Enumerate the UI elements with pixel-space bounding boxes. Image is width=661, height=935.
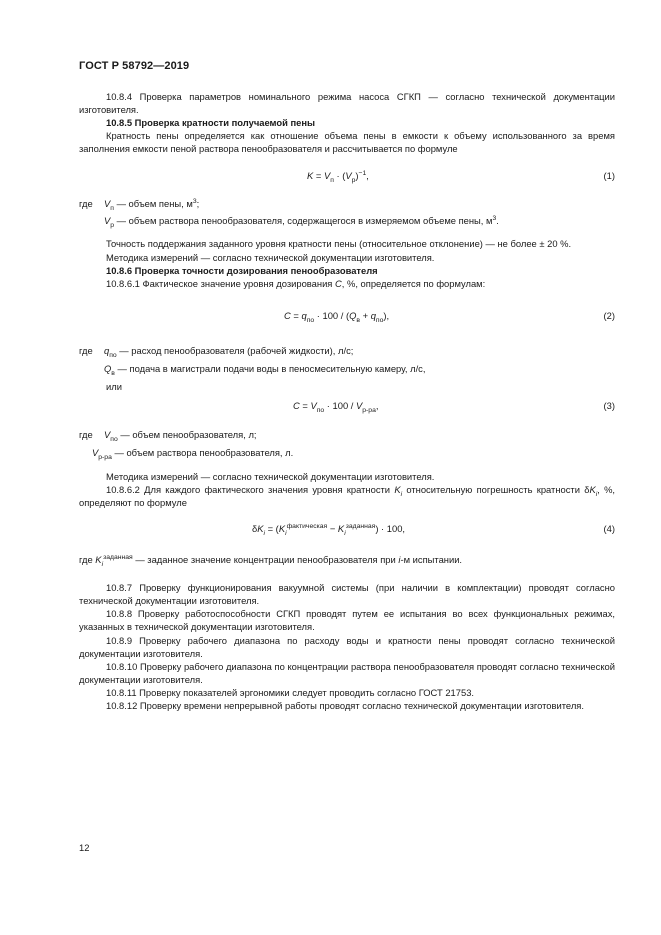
- formula-1-expr: $K = V_п \cdot (V_р)^{-1}$,: [307, 170, 369, 185]
- para-accuracy: Точность поддержания заданного уровня кратности пены (относительное отклонение) — не более ± 20 %.: [106, 238, 572, 250]
- para-10-8-10: 10.8.10 Проверку рабочего диапазона по концентрации раствора пенообразователя проводят согласно технической документации изготовителя.: [79, 660, 615, 685]
- formula-2-number: (2): [603, 309, 615, 321]
- definition-vr: $V_р$ — объем раствора пенообразователя, содержащегося в измеряемом объеме пены, $м^3$.: [104, 215, 499, 230]
- para-method-2: Методика измерений — согласно технической документации изготовителя.: [106, 470, 435, 482]
- para-10-8-6-2: 10.8.6.2 Для каждого фактического значения уровня кратности $K_i$ относительную погрешность кратности $\delta K_i$, %, определяют по формуле: [79, 483, 616, 509]
- formula-3-number: (3): [603, 399, 615, 411]
- definition-k-zad: где $K_i^{заданная}$ — заданное значение концентрации пенообразователя при i-м испытании.: [79, 554, 463, 568]
- page-number: 12: [79, 842, 90, 853]
- where-label: где: [79, 198, 93, 210]
- definition-vrra: $V_{р-ра}$ — объем раствора пенообразователя, л.: [92, 446, 294, 461]
- heading-10-8-6: 10.8.6 Проверка точности дозирования пенообразователя: [106, 264, 378, 276]
- document-body: [79, 90, 615, 712]
- formula-3: [79, 399, 615, 412]
- para-10-8-5: Кратность пены определяется как отношение объема пены в емкости к объему использованного за время заполнения емкости пеной раствора пенообразователя и рассчитывается по формуле: [79, 130, 615, 155]
- definition-vpo: где $V_{по}$ — объем пенообразователя, л;: [79, 428, 257, 443]
- para-10-8-7: 10.8.7 Проверку функционирования вакуумной системы (при наличии в комплектации) проводят согласно технической документации изготовителя.: [79, 582, 615, 607]
- formula-4: [79, 522, 615, 535]
- definition-qpo: где $q_{по}$ — расход пенообразователя (рабочей жидкости), л/с;: [79, 344, 354, 359]
- para-10-8-11: 10.8.11 Проверку показателей эргономики следует проводить согласно ГОСТ 21753.: [106, 686, 475, 698]
- para-10-8-8: 10.8.8 Проверку работоспособности СГКП проводят путем ее испытания во всех функциональных режимах, указанных в технической документации изготовителя.: [79, 608, 615, 633]
- para-10-8-9: 10.8.9 Проверку рабочего диапазона по расходу воды и кратности пены проводят согласно технической документации изготовителя.: [79, 634, 615, 659]
- para-10-8-6-1: 10.8.6.1 Фактическое значение уровня дозирования C, %, определяется по формулам:: [106, 277, 486, 289]
- formula-1-number: (1): [603, 170, 615, 182]
- para-method-1: Методика измерений — согласно технической документации изготовителя.: [106, 251, 435, 263]
- definition-qv: $Q_в$ — подача в магистрали подачи воды в пеносмесительную камеру, л/с,: [104, 362, 426, 377]
- definition-vp: где $V_п$ — объем пены, $м^3$;: [79, 198, 200, 213]
- formula-3-expr: $C = V_{по} \cdot 100 / V_{р-ра}$,: [293, 399, 379, 414]
- document-header: ГОСТ Р 58792—2019: [79, 60, 190, 72]
- formula-2: [79, 309, 615, 322]
- formula-4-expr: $\delta K_i = (K_i^{фактическая} - K_i^{заданная}) \cdot 100$,: [252, 523, 406, 537]
- heading-10-8-5: 10.8.5 Проверка кратности получаемой пены: [106, 117, 316, 129]
- formula-1: [79, 169, 615, 185]
- formula-4-number: (4): [603, 523, 615, 535]
- or-label: или: [106, 380, 122, 392]
- para-10-8-12: 10.8.12 Проверку времени непрерывной работы проводят согласно технической документации изготовителя.: [106, 699, 584, 711]
- para-10-8-4: 10.8.4 Проверка параметров номинального режима насоса СГКП — согласно технической документации изготовителя.: [79, 91, 615, 116]
- formula-2-expr: $C = q_{по} \cdot 100 / (Q_в + q_{по})$,: [284, 309, 390, 324]
